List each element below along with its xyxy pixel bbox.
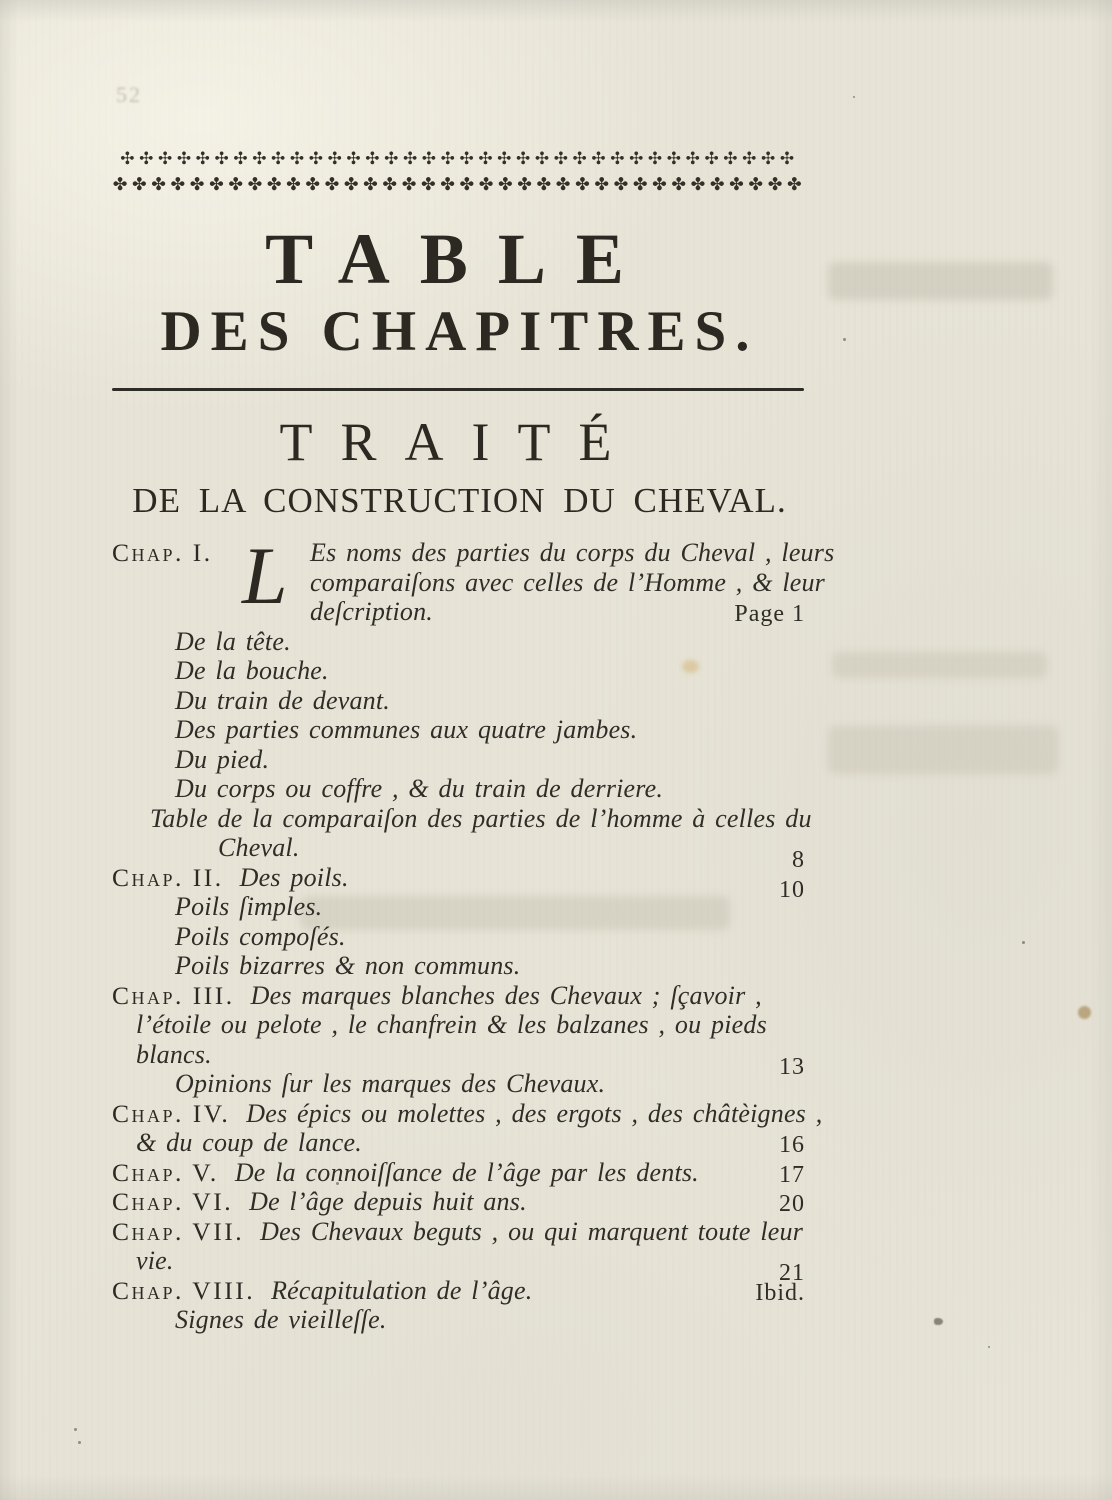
toc-line	[112, 597, 807, 627]
chapter-label: Chap. III.	[112, 980, 235, 1010]
chapter-label: Chap. VIII.	[112, 1275, 256, 1305]
toc-line	[112, 627, 807, 657]
treatise-subtitle: DE LA CONSTRUCTION DU CHEVAL.	[132, 481, 787, 520]
divider-rule	[112, 388, 804, 391]
entry-title: & du coup de lance.	[136, 1128, 362, 1157]
entry-title: Table de la comparaiſon des parties de l’homme à celles du	[150, 803, 812, 833]
entry-title: Des marques blanches des Chevaux ; ſçavoir ,	[250, 980, 762, 1010]
entry-title: blancs.	[136, 1039, 212, 1069]
toc-line	[112, 538, 835, 568]
entry-title: vie.	[136, 1246, 174, 1275]
dropcap-letter: L	[242, 530, 288, 621]
paper-speck	[78, 1441, 81, 1444]
chapter-label: Chap. VI.	[112, 1187, 234, 1216]
toc-line	[112, 803, 812, 834]
paper-speck	[843, 338, 846, 341]
toc-line	[112, 1276, 807, 1306]
ink-blemish	[934, 1318, 943, 1325]
page-number: 16	[779, 1132, 805, 1158]
toc-line	[112, 1305, 807, 1335]
toc-line	[112, 1039, 807, 1080]
foxing-spot	[1078, 1006, 1091, 1019]
toc-line	[112, 656, 807, 686]
entry-title: l’étoile ou pelote , le chanfrein & les balzanes , ou pieds	[136, 1010, 767, 1039]
entry-title: Récapitulation de l’âge.	[271, 1275, 533, 1305]
toc-line	[112, 922, 807, 952]
entry-title: Des poils.	[239, 862, 349, 892]
toc-line	[112, 981, 807, 1011]
text-block	[112, 0, 835, 1500]
page-number: 13	[779, 1053, 805, 1080]
toc-line	[112, 745, 807, 775]
entry-title: Signes de vieilleſſe.	[175, 1305, 387, 1334]
entry-title: Du pied.	[175, 744, 270, 774]
bleedthrough-numeral: 52	[116, 82, 142, 107]
ornament-band	[112, 146, 807, 198]
toc-line	[112, 1128, 807, 1158]
page-number: Ibid.	[755, 1279, 805, 1306]
entry-title: Du train de devant.	[175, 685, 390, 715]
fleuron-row-icon: ✣✣✣✣✣✣✣✣✣✣✣✣✣✣✣✣✣✣✣✣✣✣✣✣✣✣✣✣✣✣✣✣✣✣✣✣	[120, 149, 799, 169]
toc-line	[112, 892, 807, 922]
toc-line	[112, 774, 807, 804]
page-number: Page 1	[734, 601, 805, 627]
toc	[112, 530, 835, 1335]
entry-title: Du corps ou coffre , & du train de derriere.	[175, 774, 664, 803]
entry-title: De la bouche.	[175, 656, 329, 685]
book-subtitle: DES CHAPITRES.	[160, 300, 759, 363]
toc-line	[112, 1158, 807, 1188]
paper-speck	[1022, 941, 1025, 944]
chapter-label: Chap. IV.	[112, 1098, 231, 1128]
fleuron-row-icon: ✤✤✤✤✤✤✤✤✤✤✤✤✤✤✤✤✤✤✤✤✤✤✤✤✤✤✤✤✤✤✤✤✤✤✤✤	[112, 175, 807, 195]
entry-title: Es noms des parties du corps du Cheval , leurs	[310, 538, 835, 567]
entry-title: Cheval.	[218, 833, 300, 862]
page-number: 10	[779, 876, 805, 903]
bleedthrough-smudge	[828, 262, 1053, 300]
toc-line	[112, 1069, 807, 1099]
bleedthrough-smudge	[828, 726, 1058, 774]
toc-line	[112, 1187, 807, 1217]
entry-title: De la connoiſſance de l’âge par les dents.	[234, 1157, 699, 1187]
toc-line	[112, 1217, 807, 1247]
page-number: 17	[779, 1161, 805, 1188]
chapter-label: Chap. VII.	[112, 1216, 245, 1246]
paper-speck	[988, 1346, 990, 1348]
entry-title: deſcription.	[310, 597, 433, 626]
entry-title: comparaiſons avec celles de l’Homme , & leur	[310, 567, 826, 597]
entry-title: Poils compoſés.	[175, 921, 346, 951]
chapter-label: Chap. V.	[112, 1157, 219, 1187]
page-number: 8	[792, 847, 805, 873]
entry-title: De l’âge depuis huit ans.	[249, 1187, 527, 1216]
toc-line	[112, 1010, 807, 1040]
toc-line	[112, 1246, 807, 1286]
toc-line	[112, 1098, 823, 1129]
entry-title: Des Chevaux beguts , ou qui marquent toute leur	[260, 1216, 804, 1246]
chapter-label: Chap. I.	[112, 538, 213, 567]
toc-line	[112, 833, 807, 873]
entry-title: De la tête.	[175, 626, 291, 656]
treatise-title: TRAITÉ	[279, 412, 640, 472]
paper-speck	[853, 96, 855, 98]
entry-title: Des épics ou molettes , des ergots , des châtèignes ,	[246, 1098, 823, 1128]
toc-line	[112, 951, 807, 981]
toc-line	[112, 862, 807, 903]
page-number: 20	[779, 1191, 805, 1217]
entry-title: Opinions ſur les marques des Chevaux.	[175, 1069, 606, 1098]
page-number: 21	[779, 1260, 805, 1286]
chapter-label: Chap. II.	[112, 862, 224, 892]
toc-line	[112, 567, 826, 598]
entry-title: Poils ſimples.	[175, 892, 323, 921]
bleedthrough-smudge	[832, 652, 1047, 678]
paper-speck	[74, 1428, 77, 1431]
book-title: TABLE	[265, 219, 654, 299]
toc-line	[112, 715, 807, 745]
entry-title: Des parties communes aux quatre jambes.	[175, 715, 638, 744]
entry-title: Poils bizarres & non communs.	[175, 951, 521, 980]
toc-line	[112, 686, 807, 716]
